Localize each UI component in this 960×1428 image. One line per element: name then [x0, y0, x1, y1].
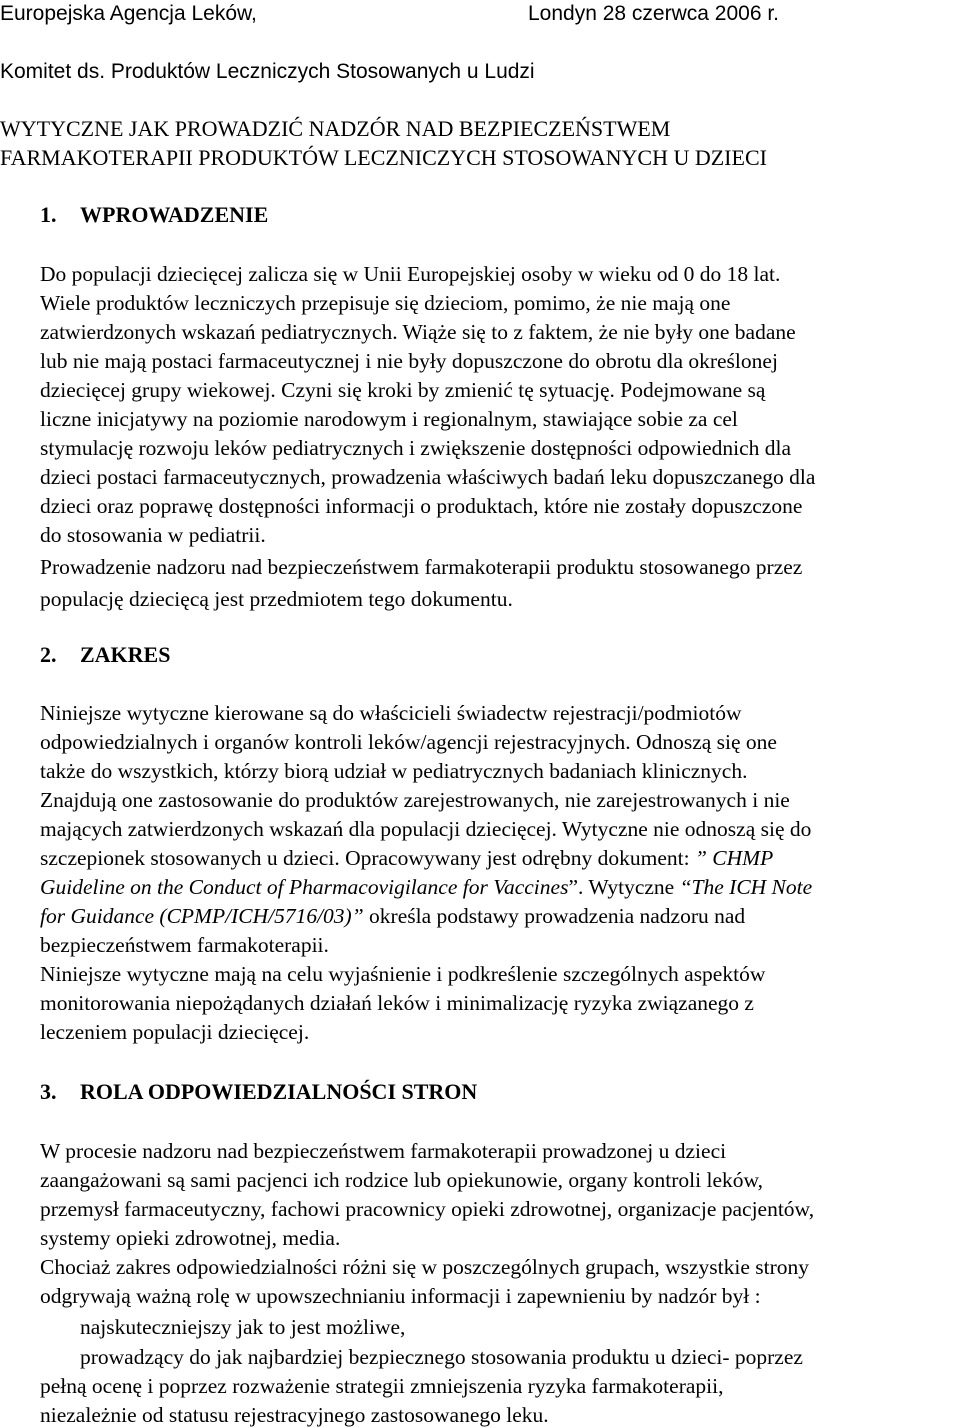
section-3-list-item: prowadzący do jak najbardziej bezpiecznego stosowania produktu u dzieci- poprzez	[80, 1345, 803, 1369]
section-2-italic-text: “The ICH Note	[679, 875, 813, 899]
section-1-line: dziecięcej grupy wiekowej. Czyni się kroki by zmienić tę sytuację. Podejmowane są	[40, 378, 766, 402]
section-3-line: odgrywają ważną rolę w upowszechnianiu informacji i zapewnieniu by nadzór był :	[40, 1284, 761, 1308]
section-1-line: populację dziecięcą jest przedmiotem tego dokumentu.	[40, 587, 513, 611]
section-2-line: bezpieczeństwem farmakoterapii.	[40, 933, 329, 957]
section-1-line: stymulację rozwoju leków pediatrycznych i zwiększenie dostępności odpowiednich dla	[40, 436, 792, 460]
section-3-line: Chociaż zakres odpowiedzialności różni się w poszczególnych grupach, wszystkie strony	[40, 1255, 809, 1279]
agency-name: Europejska Agencja Leków,	[0, 2, 257, 25]
section-2-number: 2.	[40, 642, 57, 667]
committee-name: Komitet ds. Produktów Leczniczych Stosowanych u Ludzi	[0, 60, 535, 83]
section-3-line: systemy opieki zdrowotnej, media.	[40, 1226, 341, 1250]
section-2-heading	[40, 643, 170, 667]
section-1-line: dzieci postaci farmaceutycznych, prowadzenia właściwych badań leku dopuszczanego dla	[40, 465, 816, 489]
section-2-line: także do wszystkich, którzy biorą udział w pediatrycznych badaniach klinicznych.	[40, 759, 748, 783]
section-1-line: Wiele produktów leczniczych przepisuje się dzieciom, pomimo, że nie mają one	[40, 291, 731, 315]
section-2-title: ZAKRES	[80, 642, 171, 667]
section-2-line: odpowiedzialnych i organów kontroli leków/agencji rejestracyjnych. Odnoszą się one	[40, 730, 777, 754]
section-2-line	[40, 846, 773, 870]
section-3-line: W procesie nadzoru nad bezpieczeństwem farmakoterapii prowadzonej u dzieci	[40, 1139, 727, 1163]
section-2-line: mających zatwierdzonych wskazań dla populacji dziecięcej. Wytyczne nie odnoszą się do	[40, 817, 812, 841]
section-3-line: pełną ocenę i poprzez rozważenie strategii zmniejszenia ryzyka farmakoterapii,	[40, 1374, 724, 1398]
section-1-line: do stosowania w pediatrii.	[40, 523, 266, 547]
section-2-italic-text: ” CHMP	[694, 846, 774, 870]
section-3-heading	[40, 1080, 477, 1104]
section-1-line: Prowadzenie nadzoru nad bezpieczeństwem farmakoterapii produktu stosowanego przez	[40, 555, 803, 579]
section-3-title: ROLA ODPOWIEDZIALNOŚCI STRON	[80, 1079, 478, 1104]
section-2-line	[40, 875, 812, 899]
section-2-line: Niniejsze wytyczne mają na celu wyjaśnienie i podkreślenie szczególnych aspektów	[40, 962, 766, 986]
section-1-line: zatwierdzonych wskazań pediatrycznych. Wiąże się to z faktem, że nie były one badane	[40, 320, 796, 344]
section-3-line: zaangażowani są sami pacjenci ich rodzice lub opiekunowie, organy kontroli leków,	[40, 1168, 763, 1192]
section-1-heading	[40, 203, 268, 227]
section-1-line: liczne inicjatywy na poziomie narodowym i regionalnym, stawiające sobie za cel	[40, 407, 738, 431]
section-2-text: szczepionek stosowanych u dzieci. Opracowywany jest odrębny dokument:	[40, 846, 695, 870]
section-2-line: leczeniem populacji dziecięcej.	[40, 1020, 310, 1044]
section-1-title: WPROWADZENIE	[80, 202, 269, 227]
section-2-line: Niniejsze wytyczne kierowane są do właścicieli świadectw rejestracji/podmiotów	[40, 701, 742, 725]
section-2-italic-text: for Guidance (CPMP/ICH/5716/03)”	[40, 904, 364, 928]
section-1-line: dzieci oraz poprawę dostępności informacji o produktach, które nie zostały dopuszczone	[40, 494, 803, 518]
section-2-italic-text: Guideline on the Conduct of Pharmacovigilance for Vaccines	[40, 875, 569, 899]
section-2-text: określa podstawy prowadzenia nadzoru nad	[363, 904, 746, 928]
section-2-line: monitorowania niepożądanych działań leków i minimalizację ryzyka związanego z	[40, 991, 754, 1015]
section-1-line: Do populacji dziecięcej zalicza się w Unii Europejskiej osoby w wieku od 0 do 18 lat.	[40, 262, 781, 286]
section-2-line: Znajdują one zastosowanie do produktów zarejestrowanych, nie zarejestrowanych i nie	[40, 788, 790, 812]
section-3-line: przemysł farmaceutyczny, fachowi pracownicy opieki zdrowotnej, organizacje pacjentów,	[40, 1197, 815, 1221]
section-2-text: ”. Wytyczne	[568, 875, 680, 899]
section-1-line: lub nie mają postaci farmaceutycznej i nie były dopuszczone do obrotu dla określonej	[40, 349, 778, 373]
section-2-line	[40, 904, 745, 928]
section-1-number: 1.	[40, 202, 57, 227]
document-title-line-2: FARMAKOTERAPII PRODUKTÓW LECZNICZYCH STOSOWANYCH U DZIECI	[0, 145, 767, 170]
location-date: Londyn 28 czerwca 2006 r.	[528, 2, 779, 25]
document-title-line-1: WYTYCZNE JAK PROWADZIĆ NADZÓR NAD BEZPIECZEŃSTWEM	[0, 116, 671, 141]
section-3-list-item: najskuteczniejszy jak to jest możliwe,	[80, 1315, 406, 1339]
section-3-line: niezależnie od statusu rejestracyjnego zastosowanego leku.	[40, 1403, 549, 1427]
section-3-number: 3.	[40, 1079, 57, 1104]
